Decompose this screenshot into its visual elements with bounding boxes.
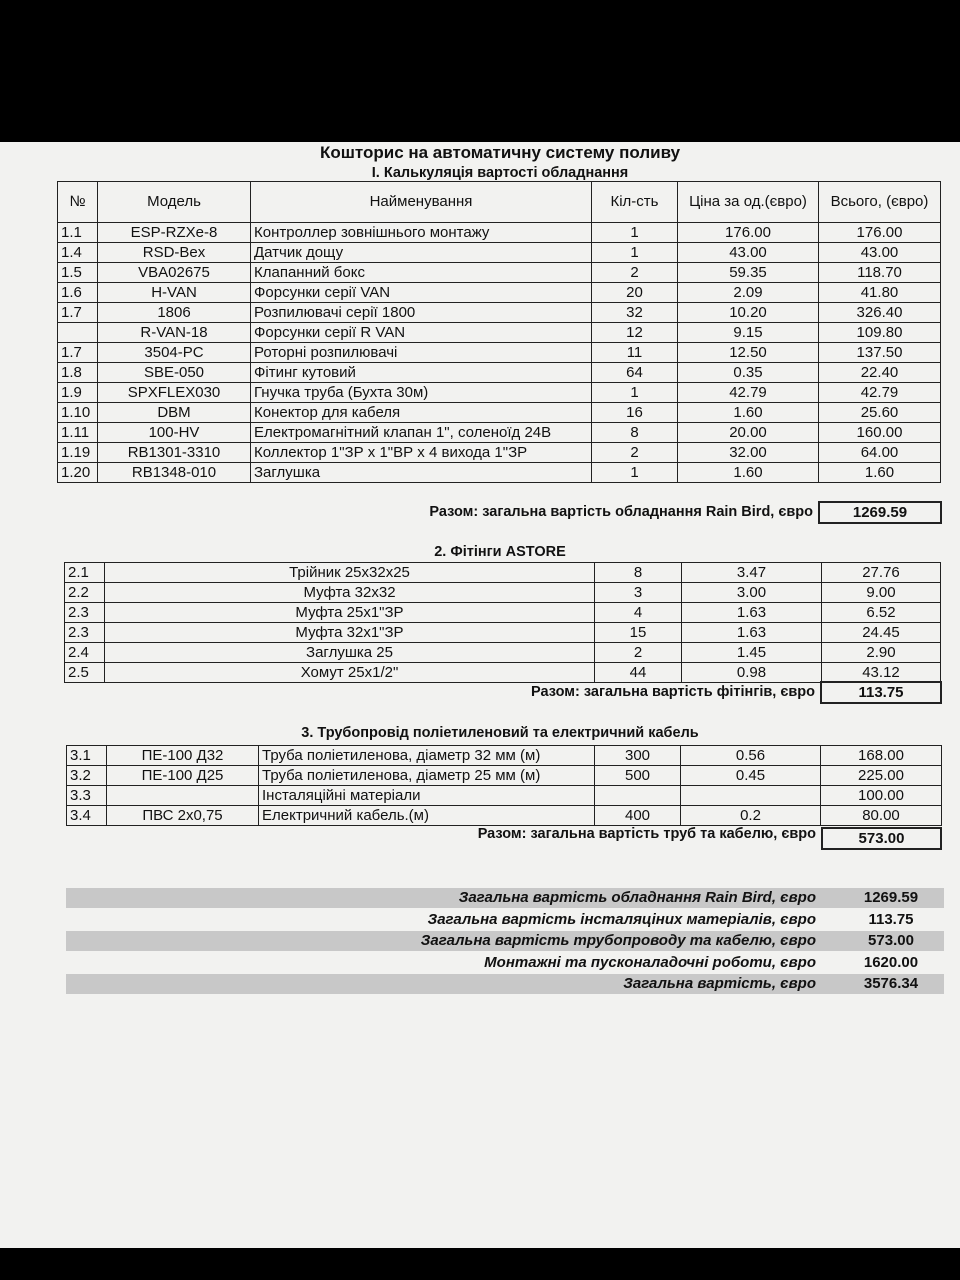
cell-number: 3.1	[67, 746, 107, 766]
cell-total: 176.00	[819, 223, 941, 243]
cell-name: Труба поліетиленова, діаметр 32 мм (м)	[259, 746, 595, 766]
cell-model: RSD-Bex	[98, 243, 251, 263]
cell-model: DBM	[98, 403, 251, 423]
table-row	[67, 746, 942, 766]
cell-name: Трійник 25х32х25	[105, 563, 595, 583]
table-row	[65, 603, 941, 623]
col-header-total: Всього, (євро)	[819, 182, 941, 223]
cell-number: 2.1	[65, 563, 105, 583]
cell-total: 225.00	[821, 766, 942, 786]
cell-name: Хомут 25х1/2"	[105, 663, 595, 683]
cell-name: Роторні розпилювачі	[251, 343, 592, 363]
cell-total: 1.60	[819, 463, 941, 483]
cell-name: Гнучка труба (Бухта 30м)	[251, 383, 592, 403]
cell-total: 168.00	[821, 746, 942, 766]
table-row	[67, 786, 942, 806]
cell-model	[107, 786, 259, 806]
cell-qty: 12	[592, 323, 678, 343]
cell-unit-price: 32.00	[678, 443, 819, 463]
cell-unit-price: 1.60	[678, 463, 819, 483]
cell-qty: 1	[592, 223, 678, 243]
cell-unit-price: 43.00	[678, 243, 819, 263]
cell-name: Фітинг кутовий	[251, 363, 592, 383]
table-row	[65, 663, 941, 683]
cell-model: ПЕ-100 Д25	[107, 766, 259, 786]
cell-model: SBE-050	[98, 363, 251, 383]
total-row-equipment	[66, 888, 944, 908]
table-row	[58, 363, 941, 383]
cell-qty: 1	[592, 463, 678, 483]
cell-name: Муфта 25х1"ЗР	[105, 603, 595, 623]
total-row-grand	[66, 974, 944, 994]
cell-total: 22.40	[819, 363, 941, 383]
table-row	[58, 323, 941, 343]
cell-number: 1.9	[58, 383, 98, 403]
cell-name: Клапанний бокс	[251, 263, 592, 283]
cell-number: 3.4	[67, 806, 107, 826]
cell-unit-price: 2.09	[678, 283, 819, 303]
cell-number: 1.11	[58, 423, 98, 443]
cell-total: 9.00	[822, 583, 941, 603]
col-header-model: Модель	[98, 182, 251, 223]
total-label: Монтажні та пусконаладочні роботи, євро	[484, 954, 816, 971]
cell-unit-price: 1.63	[682, 603, 822, 623]
cell-model: 100-HV	[98, 423, 251, 443]
cell-model: R-VAN-18	[98, 323, 251, 343]
cell-qty: 4	[595, 603, 682, 623]
cell-qty: 300	[595, 746, 681, 766]
cell-number	[58, 323, 98, 343]
cell-number: 1.1	[58, 223, 98, 243]
cell-number: 1.8	[58, 363, 98, 383]
cell-unit-price: 0.35	[678, 363, 819, 383]
cell-number: 2.3	[65, 603, 105, 623]
section1-title: I. Калькуляція вартості обладнання	[371, 165, 629, 181]
cell-unit-price: 1.60	[678, 403, 819, 423]
cell-unit-price: 176.00	[678, 223, 819, 243]
cell-qty: 11	[592, 343, 678, 363]
cell-name: Труба поліетиленова, діаметр 25 мм (м)	[259, 766, 595, 786]
cell-number: 1.5	[58, 263, 98, 283]
table-row	[67, 766, 942, 786]
cell-number: 3.3	[67, 786, 107, 806]
cell-total: 24.45	[822, 623, 941, 643]
cell-model: H-VAN	[98, 283, 251, 303]
cell-name: Муфта 32х1"ЗР	[105, 623, 595, 643]
cell-model: RB1301-3310	[98, 443, 251, 463]
cell-total: 6.52	[822, 603, 941, 623]
cell-name: Форсунки серії R VAN	[251, 323, 592, 343]
section2-sum-label: Разом: загальна вартість фітінгів, євро	[531, 684, 815, 700]
cell-total: 137.50	[819, 343, 941, 363]
cell-name: Електричний кабель.(м)	[259, 806, 595, 826]
table-row	[65, 583, 941, 603]
cell-unit-price: 0.2	[681, 806, 821, 826]
cell-unit-price: 1.45	[682, 643, 822, 663]
cell-qty: 1	[592, 243, 678, 263]
table-row	[65, 623, 941, 643]
cell-total: 80.00	[821, 806, 942, 826]
section1-sum-label: Разом: загальна вартість обладнання Rain Bird, євро	[429, 504, 813, 520]
table-row	[58, 303, 941, 323]
cell-qty	[595, 786, 681, 806]
cell-name: Контроллер зовнішнього монтажу	[251, 223, 592, 243]
cell-total: 100.00	[821, 786, 942, 806]
cell-name: Коллектор 1"ЗР х 1"ВР х 4 вихода 1"ЗР	[251, 443, 592, 463]
cell-number: 1.7	[58, 343, 98, 363]
pipes-table	[66, 745, 942, 826]
cell-qty: 500	[595, 766, 681, 786]
table-row	[58, 283, 941, 303]
col-header-name: Найменування	[251, 182, 592, 223]
cell-number: 1.4	[58, 243, 98, 263]
cell-qty: 64	[592, 363, 678, 383]
cell-unit-price: 59.35	[678, 263, 819, 283]
total-value: 1620.00	[863, 954, 919, 971]
cell-number: 2.4	[65, 643, 105, 663]
cell-number: 1.6	[58, 283, 98, 303]
cell-number: 1.19	[58, 443, 98, 463]
table-row	[58, 263, 941, 283]
cell-total: 27.76	[822, 563, 941, 583]
cell-qty: 2	[592, 443, 678, 463]
cell-qty: 44	[595, 663, 682, 683]
cell-total: 64.00	[819, 443, 941, 463]
fittings-table	[64, 562, 941, 683]
cell-qty: 20	[592, 283, 678, 303]
cell-qty: 8	[592, 423, 678, 443]
cell-number: 3.2	[67, 766, 107, 786]
section1-sum-value: 1269.59	[818, 501, 942, 524]
table-row	[58, 423, 941, 443]
cell-total: 326.40	[819, 303, 941, 323]
total-value: 1269.59	[863, 889, 919, 906]
table-row	[58, 443, 941, 463]
table-row	[58, 463, 941, 483]
total-label: Загальна вартість трубопроводу та кабелю, євро	[420, 932, 816, 949]
table-row	[58, 223, 941, 243]
cell-unit-price: 0.56	[681, 746, 821, 766]
cell-number: 2.5	[65, 663, 105, 683]
cell-name: Розпилювачі серії 1800	[251, 303, 592, 323]
total-value: 113.75	[868, 911, 914, 928]
section2-title: 2. Фітінги ASTORE	[434, 544, 566, 560]
table-row	[58, 343, 941, 363]
cell-number: 1.7	[58, 303, 98, 323]
cell-model: 1806	[98, 303, 251, 323]
cell-qty: 15	[595, 623, 682, 643]
cell-number: 1.20	[58, 463, 98, 483]
total-row-installation	[66, 953, 944, 973]
cell-total: 160.00	[819, 423, 941, 443]
cell-qty: 3	[595, 583, 682, 603]
cell-model: ESP-RZXe-8	[98, 223, 251, 243]
cell-name: Заглушка	[251, 463, 592, 483]
cell-model: ПВС 2х0,75	[107, 806, 259, 826]
cell-qty: 400	[595, 806, 681, 826]
cell-name: Заглушка 25	[105, 643, 595, 663]
cell-total: 109.80	[819, 323, 941, 343]
cell-number: 2.2	[65, 583, 105, 603]
col-header-number: №	[58, 182, 98, 223]
cell-model: SPXFLEX030	[98, 383, 251, 403]
cell-name: Датчик дощу	[251, 243, 592, 263]
cell-total: 2.90	[822, 643, 941, 663]
table-header-row	[58, 182, 941, 223]
total-value: 3576.34	[863, 975, 919, 992]
cell-qty: 8	[595, 563, 682, 583]
cell-total: 42.79	[819, 383, 941, 403]
table-row	[58, 243, 941, 263]
cell-number: 2.3	[65, 623, 105, 643]
cell-total: 118.70	[819, 263, 941, 283]
equipment-table	[57, 181, 941, 483]
cell-name: Інсталяційні матеріали	[259, 786, 595, 806]
table-row	[67, 806, 942, 826]
cell-unit-price: 3.00	[682, 583, 822, 603]
total-row-pipes	[66, 931, 944, 951]
total-label: Загальна вартість обладнання Rain Bird, євро	[458, 889, 816, 906]
total-row-materials	[66, 910, 944, 930]
cell-unit-price: 1.63	[682, 623, 822, 643]
cell-number: 1.10	[58, 403, 98, 423]
section3-sum-value: 573.00	[821, 827, 942, 850]
cell-total: 25.60	[819, 403, 941, 423]
section3-title: 3. Трубопровід поліетиленовий та електричний кабель	[301, 725, 699, 741]
document-title: Кошторис на автоматичну систему поливу	[319, 143, 681, 162]
cell-qty: 32	[592, 303, 678, 323]
cell-name: Конектор для кабеля	[251, 403, 592, 423]
cell-model: VBA02675	[98, 263, 251, 283]
cell-unit-price: 10.20	[678, 303, 819, 323]
cell-unit-price	[681, 786, 821, 806]
col-header-qty: Кіл-сть	[592, 182, 678, 223]
col-header-unit-price: Ціна за од.(євро)	[678, 182, 819, 223]
cell-unit-price: 20.00	[678, 423, 819, 443]
cell-total: 43.12	[822, 663, 941, 683]
cell-model: 3504-PC	[98, 343, 251, 363]
cell-qty: 1	[592, 383, 678, 403]
cell-unit-price: 12.50	[678, 343, 819, 363]
total-label: Загальна вартість інсталяціних матеріалів, євро	[427, 911, 816, 928]
cell-unit-price: 0.45	[681, 766, 821, 786]
table-row	[58, 383, 941, 403]
cell-qty: 16	[592, 403, 678, 423]
cell-unit-price: 42.79	[678, 383, 819, 403]
cell-name: Електромагнітний клапан 1", соленоїд 24В	[251, 423, 592, 443]
cell-total: 41.80	[819, 283, 941, 303]
total-value: 573.00	[868, 932, 914, 949]
cell-qty: 2	[592, 263, 678, 283]
cell-qty: 2	[595, 643, 682, 663]
cell-unit-price: 3.47	[682, 563, 822, 583]
table-row	[58, 403, 941, 423]
cell-name: Муфта 32х32	[105, 583, 595, 603]
cell-model: ПЕ-100 Д32	[107, 746, 259, 766]
cell-total: 43.00	[819, 243, 941, 263]
table-row	[65, 563, 941, 583]
section3-sum-label: Разом: загальна вартість труб та кабелю, євро	[477, 826, 816, 842]
cell-unit-price: 9.15	[678, 323, 819, 343]
cell-unit-price: 0.98	[682, 663, 822, 683]
total-label: Загальна вартість, євро	[623, 975, 816, 992]
cell-model: RB1348-010	[98, 463, 251, 483]
table-row	[65, 643, 941, 663]
cell-name: Форсунки серії VAN	[251, 283, 592, 303]
section2-sum-value: 113.75	[820, 681, 942, 704]
